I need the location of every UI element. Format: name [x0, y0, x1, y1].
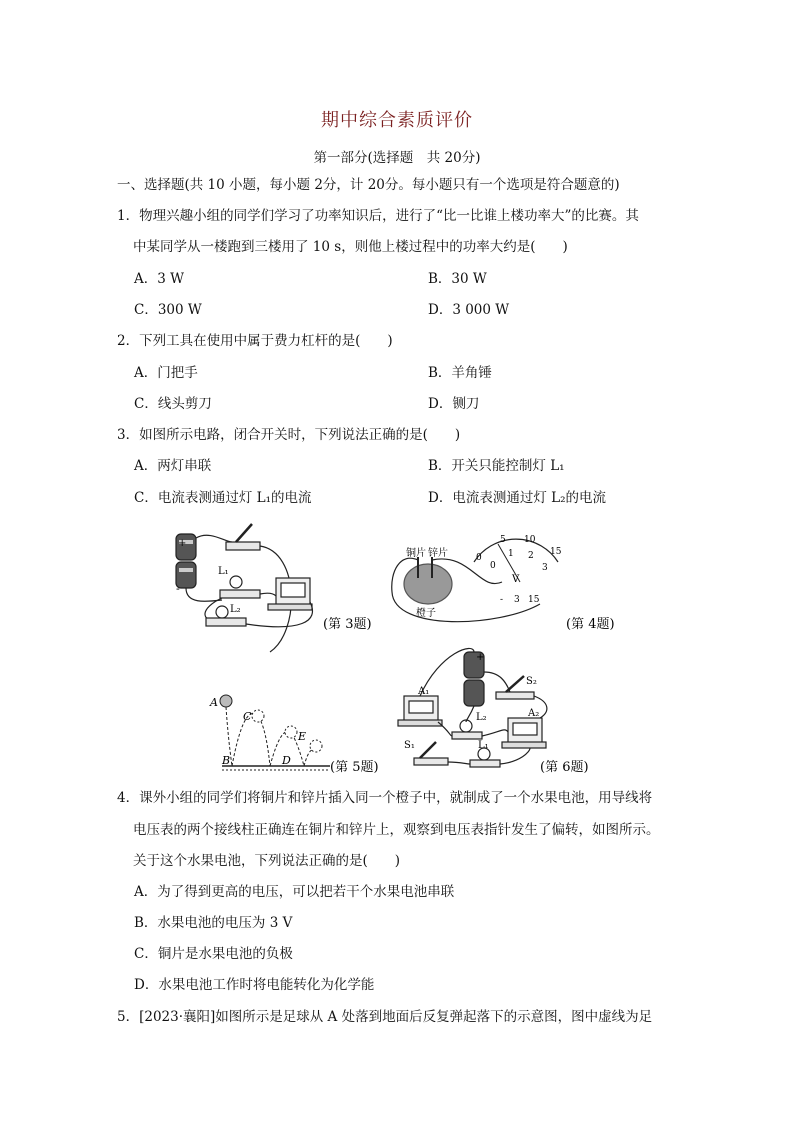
q1-option-c[interactable]: C．300 W	[134, 302, 202, 318]
q4-stem-line1: 4．课外小组的同学们将铜片和锌片插入同一个橙子中，就制成了一个水果电池，用导线将	[117, 790, 653, 806]
figure-6-plus-label: +	[476, 652, 485, 663]
q1-stem-line2: 中某同学从一楼跑到三楼用了 10 s，则他上楼过程中的功率大约是( )	[133, 239, 568, 255]
part-heading: 第一部分(选择题 共 20分)	[313, 150, 481, 166]
figure-4-caption: (第 4题)	[566, 617, 615, 632]
figure-3-caption: (第 3题)	[323, 617, 372, 632]
point-a: A	[210, 696, 218, 709]
figure-3-minus-label: -	[176, 582, 180, 595]
q4-option-b[interactable]: B．水果电池的电压为 3 V	[134, 915, 293, 931]
figure-6-a2-label: A₂	[528, 708, 540, 719]
terminal-3: 3	[514, 595, 520, 605]
figure-6-l1-label: L₁	[478, 740, 489, 751]
figure-4-copper-label: 铜片	[406, 548, 426, 559]
figure-5-bouncing-ball	[220, 695, 330, 770]
q4-option-c[interactable]: C．铜片是水果电池的负极	[134, 946, 293, 962]
q2-stem: 2．下列工具在使用中属于费力杠杆的是( )	[117, 333, 393, 349]
section-heading: 一、选择题(共 10 小题，每小题 2分，计 20分。每小题只有一个选项是符合题意的)	[117, 177, 620, 193]
figure-3-l2-label: L₂	[230, 604, 241, 615]
figure-3-circuit	[176, 524, 312, 652]
figure-5-caption: (第 5题)	[330, 760, 379, 775]
scale-top-15: 15	[550, 547, 562, 557]
figure-6-caption: (第 6题)	[540, 760, 589, 775]
scale-top-0: 0	[476, 553, 482, 563]
q1-option-b[interactable]: B．30 W	[428, 271, 487, 287]
q2-option-b[interactable]: B．羊角锤	[428, 365, 492, 381]
q1-option-d[interactable]: D．3 000 W	[428, 302, 510, 318]
figure-4-v-label: V	[512, 574, 520, 585]
point-b: B	[222, 754, 231, 767]
scale-bottom-1: 1	[508, 549, 514, 559]
figure-6-l2-label: L₂	[476, 712, 487, 723]
page-title: 期中综合素质评价	[321, 110, 473, 131]
figure-4-voltmeter-scale	[476, 535, 562, 605]
figure-6-s2-label: S₂	[526, 676, 537, 687]
figure-3-plus-label: +	[178, 538, 187, 549]
terminal-15: 15	[528, 595, 540, 605]
point-e: E	[298, 730, 307, 743]
q3-option-c[interactable]: C．电流表测通过灯 L₁的电流	[134, 490, 312, 506]
q1-stem-line1: 1．物理兴趣小组的同学们学习了功率知识后，进行了“比一比谁上楼功率大”的比赛。其	[117, 208, 639, 224]
terminal-minus: -	[500, 595, 504, 605]
scale-bottom-2: 2	[528, 551, 534, 561]
q3-option-d[interactable]: D．电流表测通过灯 L₂的电流	[428, 490, 606, 506]
figures-area	[0, 512, 794, 782]
q2-option-c[interactable]: C．线头剪刀	[134, 396, 212, 412]
point-d: D	[282, 754, 291, 767]
figure-3-l1-label: L₁	[218, 566, 229, 577]
scale-bottom-3: 3	[542, 563, 548, 573]
figure-4-orange-label: 橙子	[416, 608, 436, 619]
q4-option-a[interactable]: A．为了得到更高的电压，可以把若干个水果电池串联	[134, 884, 455, 900]
q3-option-a[interactable]: A．两灯串联	[134, 458, 212, 474]
q4-stem-line2: 电压表的两个接线柱正确连在铜片和锌片上，观察到电压表指针发生了偏转，如图所示。	[133, 822, 660, 838]
q3-stem: 3．如图所示电路，闭合开关时，下列说法正确的是( )	[117, 427, 461, 443]
figure-6-a1-label: A₁	[418, 686, 430, 697]
q3-option-b[interactable]: B．开关只能控制灯 L₁	[428, 458, 565, 474]
q4-stem-line3: 关于这个水果电池，下列说法正确的是( )	[133, 853, 401, 869]
figure-6-s1-label: S₁	[404, 740, 415, 751]
q5-stem-line1: 5．[2023·襄阳]如图所示是足球从 A 处落到地面后反复弹起落下的示意图，图中虚线为足	[117, 1009, 653, 1025]
scale-top-5: 5	[500, 535, 506, 545]
figure-4-zinc-label: 锌片	[428, 548, 448, 559]
q1-option-a[interactable]: A．3 W	[134, 271, 185, 287]
scale-bottom-0: 0	[490, 561, 496, 571]
q4-option-d[interactable]: D．水果电池工作时将电能转化为化学能	[134, 977, 375, 993]
q2-option-a[interactable]: A．门把手	[134, 365, 198, 381]
q2-option-d[interactable]: D．铡刀	[428, 396, 480, 412]
figure-6-circuit	[398, 648, 547, 767]
point-c: C	[243, 710, 252, 723]
scale-top-10: 10	[524, 535, 536, 545]
